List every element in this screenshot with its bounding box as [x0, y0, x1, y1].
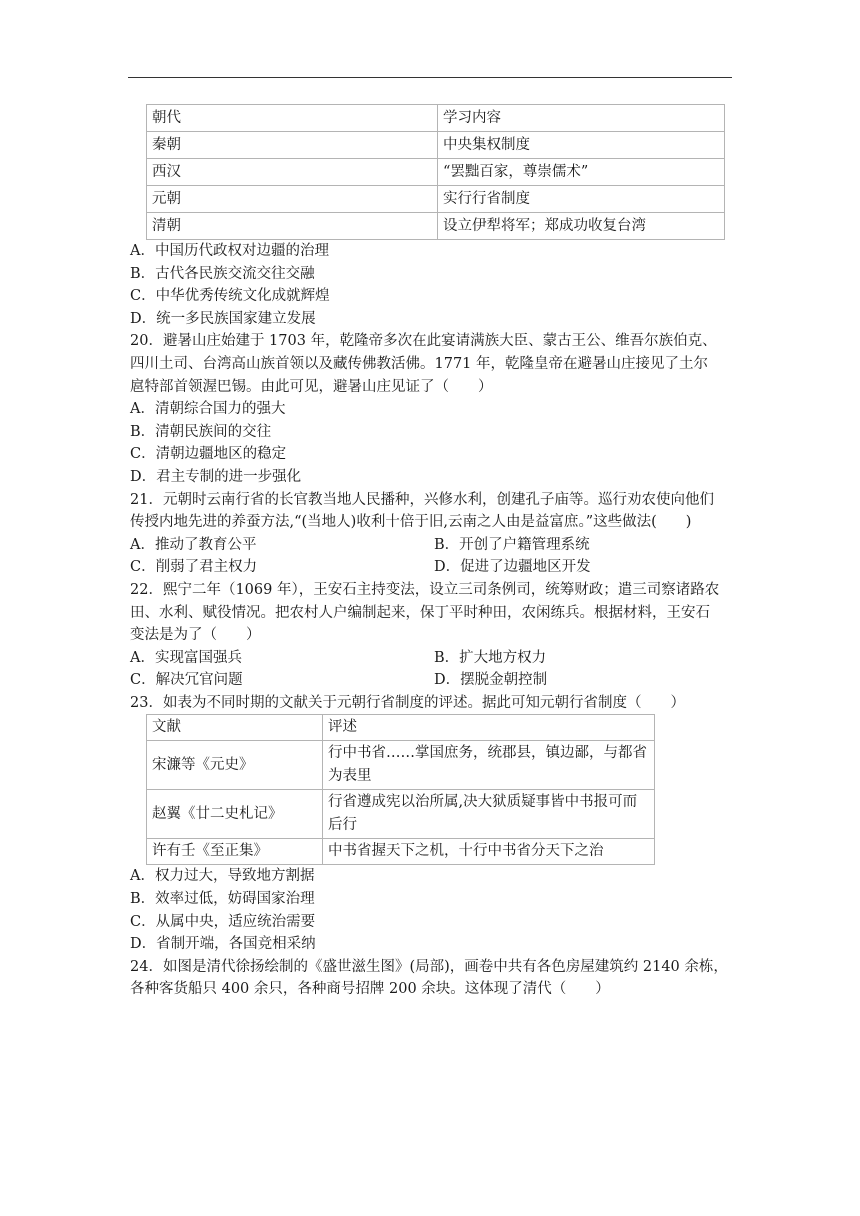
options-row: [130, 669, 738, 692]
table-row: [147, 741, 655, 790]
table-row: [147, 132, 725, 159]
question-21: [130, 489, 738, 579]
option-a[interactable]: A．实现富国强兵: [130, 649, 242, 666]
question-text: 四川土司、台湾高山族首领以及藏传佛教活佛。1771 年，乾隆皇帝在避暑山庄接见了土尔: [130, 355, 709, 372]
question-23: [130, 692, 738, 956]
option-c[interactable]: C．清朝边疆地区的稳定: [130, 446, 287, 463]
option-a[interactable]: A．清朝综合国力的强大: [130, 401, 286, 418]
question-text: 扈特部首领渥巴锡。由此可见，避暑山庄见证了（ ）: [130, 378, 493, 395]
table-cell: 学习内容: [438, 105, 725, 132]
option-d[interactable]: D．统一多民族国家建立发展: [130, 310, 316, 327]
option-c[interactable]: C．削弱了君主权力: [130, 559, 258, 576]
question-text: 21．元朝时云南行省的长官教当地人民播种，兴修水利，创建孔子庙等。巡行劝农使向他们: [130, 491, 714, 508]
table-row: [147, 213, 725, 240]
option-c[interactable]: C．中华优秀传统文化成就辉煌: [130, 288, 330, 305]
question-text: 变法是为了（ ）: [130, 627, 261, 644]
table-cell: 行中书省……掌国庶务，统郡县，镇边鄙，与都省为表里: [323, 741, 655, 790]
table-row: [147, 186, 725, 213]
option-a[interactable]: A．推动了教育公平: [130, 536, 257, 553]
options-row: [130, 534, 738, 557]
option-b[interactable]: B．效率过低，妨碍国家治理: [130, 891, 315, 908]
q19-options: [130, 240, 738, 330]
options-row: [130, 556, 738, 579]
option-d[interactable]: D．君主专制的进一步强化: [130, 468, 302, 485]
table-header-row: [147, 105, 725, 132]
exam-page: [130, 104, 738, 1001]
question-text: 22．熙宁二年（1069 年），王安石主持变法，设立三司条例司，统筹财政；遣三司察诸路农: [130, 581, 720, 598]
option-b[interactable]: B．开创了户籍管理系统: [434, 536, 590, 553]
table-cell: “罢黜百家，尊崇儒术”: [438, 159, 725, 186]
table-cell: 许有壬《至正集》: [147, 839, 323, 865]
table-cell: 宋濂等《元史》: [147, 741, 323, 790]
option-b[interactable]: B．清朝民族间的交往: [130, 423, 272, 440]
option-b[interactable]: B．古代各民族交流交往交融: [130, 265, 315, 282]
literature-table: [146, 714, 655, 865]
table-row: [147, 790, 655, 839]
dynasty-table: [146, 104, 725, 240]
question-20: [130, 330, 738, 488]
question-text: 田、水利、赋役情况。把农村人户编制起来，保丁平时种田，农闲练兵。根据材料，王安石: [130, 604, 710, 621]
table-cell: 西汉: [147, 159, 438, 186]
table-header-row: [147, 715, 655, 741]
option-d[interactable]: D．摆脱金朝控制: [434, 672, 548, 689]
option-b[interactable]: B．扩大地方权力: [434, 649, 547, 666]
table-cell: 行省遵成宪以治所属,决大狱质疑事皆中书报可而后行: [323, 790, 655, 839]
table-cell: 清朝: [147, 213, 438, 240]
question-text: 20．避暑山庄始建于 1703 年，乾隆帝多次在此宴请满族大臣、蒙古王公、维吾尔族伯克、: [130, 333, 717, 350]
option-c[interactable]: C．从属中央，适应统治需要: [130, 913, 316, 930]
header-rule: [128, 77, 732, 78]
table-cell: 秦朝: [147, 132, 438, 159]
question-22: [130, 579, 738, 692]
question-text: 传授内地先进的养蚕方法,“(当地人)收利十倍于旧,云南之人由是益富庶。”这些做法( ): [130, 514, 692, 531]
table-cell: 评述: [323, 715, 655, 741]
table-row: [147, 839, 655, 865]
table-cell: 中央集权制度: [438, 132, 725, 159]
options-row: [130, 647, 738, 670]
table-row: [147, 159, 725, 186]
option-a[interactable]: A．权力过大，导致地方割据: [130, 868, 315, 885]
question-text: 23．如表为不同时期的文献关于元朝行省制度的评述。据此可知元朝行省制度（ ）: [130, 694, 685, 711]
table-cell: 中书省握天下之机，十行中书省分天下之治: [323, 839, 655, 865]
question-text: 24．如图是清代徐扬绘制的《盛世滋生图》(局部)，画卷中共有各色房屋建筑约 2140 余栋，: [130, 958, 728, 975]
question-24: [130, 956, 738, 1001]
table-cell: 赵翼《廿二史札记》: [147, 790, 323, 839]
table-cell: 朝代: [147, 105, 438, 132]
table-cell: 元朝: [147, 186, 438, 213]
option-d[interactable]: D．促进了边疆地区开发: [434, 559, 591, 576]
option-c[interactable]: C．解决冗官问题: [130, 672, 243, 689]
question-text: 各种客货船只 400 余只，各种商号招牌 200 余块。这体现了清代（ ）: [130, 981, 610, 998]
table-cell: 文献: [147, 715, 323, 741]
table-cell: 实行行省制度: [438, 186, 725, 213]
option-d[interactable]: D．省制开端，各国竞相采纳: [130, 936, 316, 953]
table-cell: 设立伊犁将军；郑成功收复台湾: [438, 213, 725, 240]
option-a[interactable]: A．中国历代政权对边疆的治理: [130, 243, 329, 259]
